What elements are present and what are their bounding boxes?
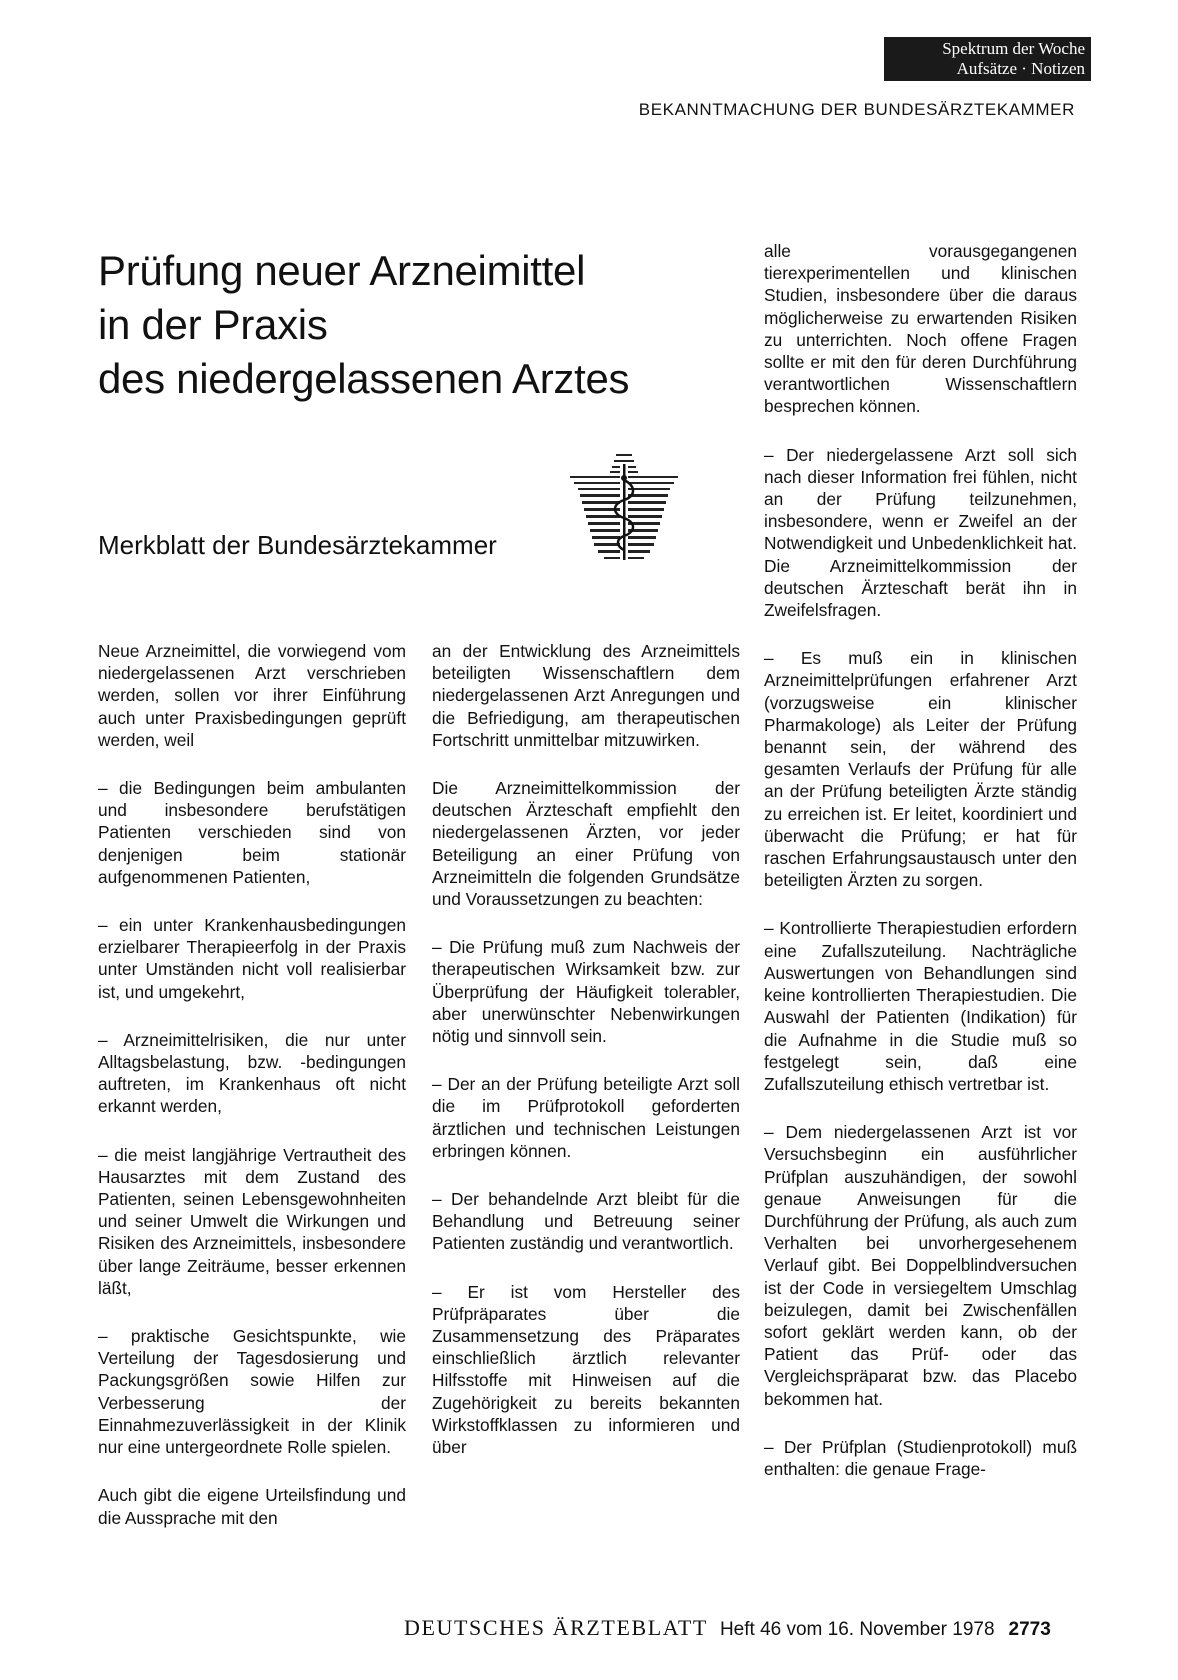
paragraph: – Der an der Prüfung beteiligte Arzt soll die im Prüfprotokoll geforderten ärztlichen und technischen Leistungen erbringen können. — [432, 1074, 740, 1161]
paragraph: – Arzneimittelrisiken, die nur unter Alltagsbelastung, bzw. -bedingungen auftreten, im Krankenhaus oft nicht erkannt werden, — [98, 1029, 406, 1117]
paragraph: – die meist langjährige Vertrautheit des Hausarztes mit dem Zustand des Patienten, seinen Lebensgewohnheiten und seiner Umwelt die Wirkungen und Risiken des Arzneimittels, insbesondere über lange Zeiträume, besser erkennen läßt, — [98, 1144, 406, 1298]
page-footer — [404, 1615, 1051, 1641]
article-subtitle: Merkblatt der Bundesärztekammer — [98, 530, 497, 560]
paragraph: Auch gibt die eigene Urteilsfindung und die Aussprache mit den — [98, 1485, 406, 1528]
paragraph: – Die Prüfung muß zum Nachweis der therapeutischen Wirksamkeit bzw. zur Überprüfung der Häufigkeit tolerabler, aber unerwünschter Nebenwirkungen nötig und sinnvoll sein. — [432, 937, 740, 1047]
paragraph: – Der Prüfplan (Studienprotokoll) muß enthalten: die genaue Frage- — [764, 1436, 1077, 1479]
badge-line-1: Spektrum der Woche — [942, 39, 1085, 58]
page-number: 2773 — [1008, 1619, 1051, 1640]
issue-info: Heft 46 vom 16. November 1978 — [719, 1619, 995, 1640]
title-line: in der Praxis — [98, 301, 328, 348]
paragraph: – Der niedergelassene Arzt soll sich nach dieser Information frei fühlen, nicht an der Prüfung teilzunehmen, insbesondere, wenn er Zweifel an der Notwendigkeit und Unbedenklichkeit hat. Die Arzneimittelkommission der deutschen Ärzteschaft berät ihn in Zweifelsfragen. — [764, 444, 1077, 621]
text-column-3 — [764, 240, 1077, 1506]
paragraph: Die Arzneimittelkommission der deutschen Ärzteschaft empfiehlt den niedergelassenen Ärzten, vor jeder Beteiligung an einer Prüfung von Arzneimitteln die folgenden Grundsätze und Voraussetzungen zu beachten: — [432, 778, 740, 910]
paragraph: – Er ist vom Hersteller des Prüfpräparates über die Zusammensetzung des Präparates einschließlich ärztlich relevanter Hilfsstoffe mit Hinweisen auf die Zugehörigkeit zu bereits bekannten Wirkstoffklassen zu informieren und über — [432, 1281, 740, 1458]
paragraph: – die Bedingungen beim ambulanten und insbesondere berufstätigen Patienten verschieden sind von denjenigen beim stationär aufgenommenen Patienten, — [98, 778, 406, 887]
paragraph: – Dem niedergelassenen Arzt ist vor Versuchsbeginn ein ausführlicher Prüfplan auszuhändigen, der sowohl genaue Anweisungen für die Durchführung der Prüfung, als auch zum Verhalten bei unvorhergesehenem Verlauf gibt. Bei Doppelblindversuchen ist der Code in versiegeltem Umschlag beizulegen, damit bei Zwischenfällen sofort geklärt werden kann, ob der Patient das Prüf- oder das Vergleichspräparat bzw. das Placebo bekommen hat. — [764, 1122, 1077, 1409]
article-title — [98, 244, 738, 406]
section-badge — [884, 37, 1091, 81]
aesculapian-staff-emblem-icon — [570, 450, 678, 564]
journal-name: DEUTSCHES ÄRZTEBLATT — [404, 1615, 708, 1640]
paragraph: an der Entwicklung des Arzneimittels beteiligten Wissenschaftlern dem niedergelassenen Arzt Anregungen und die Befriedigung, am therapeutischen Fortschritt unmittelbar mitzuwirken. — [432, 641, 740, 750]
section-label: BEKANNTMACHUNG DER BUNDESÄRZTEKAMMER — [638, 100, 1075, 119]
title-line: Prüfung neuer Arzneimittel — [98, 247, 586, 294]
text-column-1 — [98, 640, 406, 1555]
paragraph: alle vorausgegangenen tierexperimentellen und klinischen Studien, insbesondere über die daraus möglicherweise zu erwartenden Risiken zu unterrichten. Noch offene Fragen sollte er mit den für deren Durchführung verantwortlichen Wissenschaftlern besprechen können. — [764, 241, 1077, 417]
paragraph: Neue Arzneimittel, die vorwiegend vom niedergelassenen Arzt verschrieben werden, sollen vor ihrer Einführung auch unter Praxisbedingungen geprüft werden, weil — [98, 641, 406, 750]
paragraph: – Es muß ein in klinischen Arzneimittelprüfungen erfahrener Arzt (vorzugsweise ein klinischer Pharmakologe) als Leiter der Prüfung benannt sein, der während des gesamten Verlaufs der Prüfung für alle an der Prüfung beteiligten Ärzte ständig zu erreichen ist. Er leitet, koordiniert und überwacht die Prüfung; er hat für raschen Erfahrungsaustausch unter den beteiligten Ärzten zu sorgen. — [764, 648, 1077, 891]
paragraph: – Der behandelnde Arzt bleibt für die Behandlung und Betreuung seiner Patienten zuständig und verantwortlich. — [432, 1189, 740, 1254]
text-column-2 — [432, 640, 740, 1484]
paragraph: – ein unter Krankenhausbedingungen erzielbarer Therapieerfolg in der Praxis unter Umständen nicht voll realisierbar ist, und umgekehrt, — [98, 915, 406, 1002]
badge-line-2: Aufsätze · Notizen — [956, 59, 1085, 78]
paragraph: – praktische Gesichtspunkte, wie Verteilung der Tagesdosierung und Packungsgrößen sowie Hilfen zur Verbesserung der Einnahmezuverlässigkeit in der Klinik nur eine untergeordnete Rolle spielen. — [98, 1326, 406, 1458]
title-line: des niedergelassenen Arztes — [98, 355, 630, 402]
paragraph: – Kontrollierte Therapiestudien erfordern eine Zufallszuteilung. Nachträgliche Auswertungen von Behandlungen sind keine kontrollierten Therapiestudien. Die Auswahl der Patienten (Indikation) für die Aufnahme in die Studie muß so festgelegt sein, daß eine Zufallszuteilung ethisch vertretbar ist. — [764, 918, 1077, 1094]
